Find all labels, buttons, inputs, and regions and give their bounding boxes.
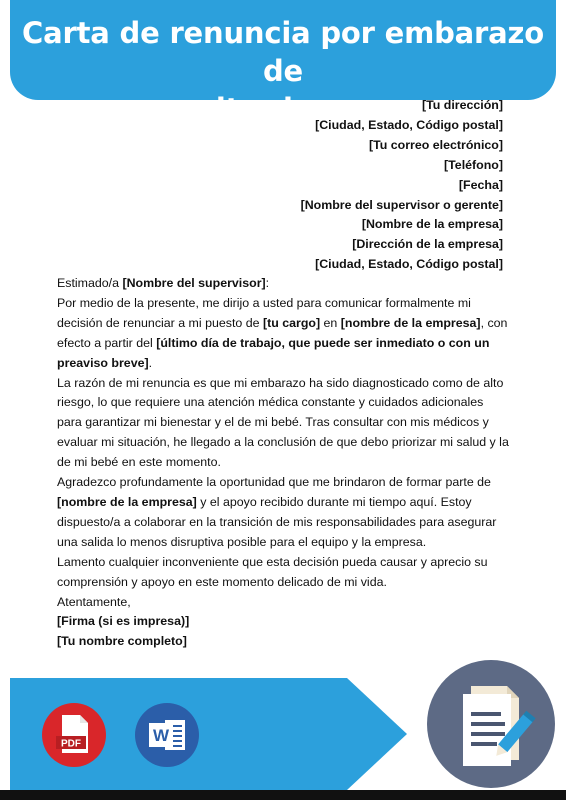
document-edit-badge <box>427 660 555 788</box>
title-line-2: alto riesgo <box>196 92 370 126</box>
bottom-border <box>0 790 566 800</box>
greeting-name: [Nombre del supervisor] <box>122 276 266 290</box>
text-span: , con efecto a partir del <box>57 315 508 350</box>
pdf-icon <box>42 703 106 767</box>
text-span: . <box>148 355 153 370</box>
sender-line: [Ciudad, Estado, Código postal] <box>315 117 503 132</box>
text-span: Por medio de la presente, me dirijo a usted para comunicar formalmente mi decisión de renunciar a mi puesto de <box>57 295 471 330</box>
word-download-button[interactable] <box>135 703 199 767</box>
placeholder-empresa: [nombre de la empresa] <box>57 494 197 509</box>
greeting <box>57 274 509 294</box>
greeting-prefix: Estimado/a <box>57 276 123 290</box>
text-span: y el apoyo recibido durante mi tiempo aquí. Estoy dispuesto/a a colaborar en la transición de mis responsabilidades para asegurar una salida lo menos disruptiva posible para el equipo y la empresa. <box>57 494 497 549</box>
text-span: en <box>320 315 341 330</box>
word-letter: W <box>152 726 170 745</box>
letter-body <box>57 274 509 652</box>
recipient-line: [Nombre de la empresa] <box>361 217 503 232</box>
paragraph-2: La razón de mi renuncia es que mi embarazo ha sido diagnosticado como de alto riesgo, lo que requiere una atención médica constante y cuidados adicionales para garantizar mi bienestar y el de mi bebé. Tras consultar con mis médicos y evaluar mi situación, he llegado a la conclusión de que debo priorizar mi salud y la de mi bebé en este momento. <box>57 375 509 470</box>
signature <box>57 612 509 632</box>
full-name-placeholder: [Tu nombre completo] <box>57 634 187 649</box>
sender-address-block <box>203 96 503 275</box>
placeholder-cargo: [tu cargo] <box>262 315 321 330</box>
paragraph-1 <box>57 294 509 374</box>
placeholder-empresa: [nombre de la empresa] <box>340 315 481 330</box>
recipient-line: [Ciudad, Estado, Código postal] <box>315 257 503 272</box>
document-edit-icon <box>427 660 555 788</box>
text-span: Agradezco profundamente la oportunidad que me brindaron de formar parte de <box>57 475 491 490</box>
recipient-line: [Nombre del supervisor o gerente] <box>300 197 503 212</box>
pdf-download-button[interactable] <box>42 703 106 767</box>
pdf-label: PDF <box>61 738 81 750</box>
full-name <box>57 632 509 652</box>
greeting-suffix: : <box>265 276 270 290</box>
paragraph-4: Lamento cualquier inconveniente que esta decisión pueda causar y aprecio su comprensión y apoyo en este momento delicado de mi vida. <box>57 554 488 589</box>
signature-placeholder: [Firma (si es impresa)] <box>57 614 190 629</box>
closing: Atentamente, <box>57 594 131 609</box>
paragraph-3 <box>57 473 509 553</box>
title-line-1: Carta de renuncia por embarazo de <box>22 16 544 88</box>
sender-line: [Tu correo electrónico] <box>368 137 503 152</box>
placeholder-ultimo-dia: [último día de trabajo, que puede ser inmediato o con un preaviso breve] <box>57 335 490 370</box>
sender-line: [Tu dirección] <box>422 98 503 112</box>
recipient-line: [Dirección de la empresa] <box>352 237 503 252</box>
sender-line: [Teléfono] <box>444 157 503 172</box>
sender-line: [Fecha] <box>458 177 503 192</box>
word-icon <box>135 703 199 767</box>
